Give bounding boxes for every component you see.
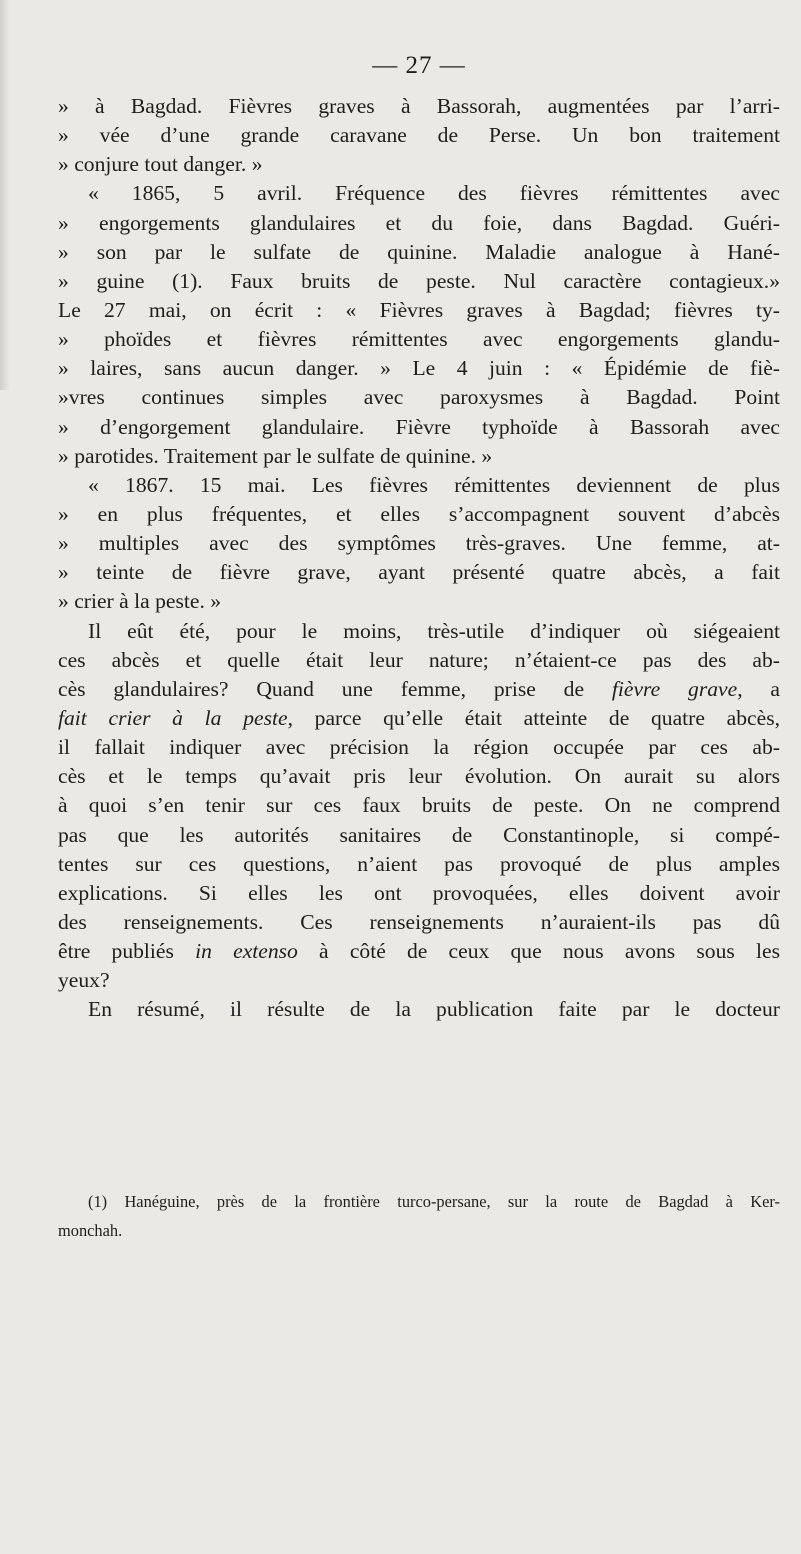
text-line: des renseignements. Ces renseignements n’auraient-ils pas dû xyxy=(58,909,780,934)
text-line: Il eût été, pour le moins, très-utile d’indiquer où siégeaient xyxy=(88,618,780,643)
text-line: » vée d’une grande caravane de Perse. Un bon traitement xyxy=(58,123,780,148)
text-line: » d’engorgement glandulaire. Fièvre typhoïde à Bassorah avec xyxy=(58,414,780,439)
text-line: » conjure tout danger. » xyxy=(58,152,263,177)
text-run: , parce qu’elle était atteinte de quatre abcès, xyxy=(287,705,781,730)
text-line: » multiples avec des symptômes très-graves. Une femme, at- xyxy=(58,531,780,556)
text-line: En résumé, il résulte de la publication faite par le docteur xyxy=(88,997,780,1022)
text-line xyxy=(58,675,780,704)
text-line: cès et le temps qu’avait pris leur évolution. On aurait su alors xyxy=(58,764,780,789)
footnote-line: monchah. xyxy=(58,1221,123,1241)
text-line: « 1867. 15 mai. Les fièvres rémittentes deviennent de plus xyxy=(88,472,780,497)
text-line: pas que les autorités sanitaires de Constantinople, si compé- xyxy=(58,822,780,847)
italic-run: fièvre grave xyxy=(611,676,738,701)
footnote-line: (1) Hanéguine, près de la frontière turco-persane, sur la route de Bagdad à Ker- xyxy=(88,1192,780,1211)
footnote xyxy=(58,1189,780,1247)
text-line: » en plus fréquentes, et elles s’accompagnent souvent d’abcès xyxy=(58,501,780,526)
text-line: il fallait indiquer avec précision la région occupée par ces ab- xyxy=(58,735,780,760)
page-edge-shadow xyxy=(0,0,10,390)
text-line: » phoïdes et fièvres rémittentes avec engorgements glandu- xyxy=(58,327,780,352)
body-text xyxy=(58,92,780,1025)
italic-run: in extenso xyxy=(195,939,298,964)
text-line: » laires, sans aucun danger. » Le 4 juin : « Épidémie de fiè- xyxy=(58,356,780,381)
text-run: être publiés xyxy=(58,939,174,964)
text-line: explications. Si elles les ont provoquées, elles doivent avoir xyxy=(58,880,780,905)
text-line: »vres continues simples avec paroxysmes à Bagdad. Point xyxy=(58,385,780,410)
text-line: « 1865, 5 avril. Fréquence des fièvres rémittentes avec xyxy=(88,181,780,206)
text-line: tentes sur ces questions, n’aient pas provoqué de plus amples xyxy=(58,851,780,876)
text-line: » parotides. Traitement par le sulfate de quinine. » xyxy=(58,443,493,468)
text-line: » crier à la peste. » xyxy=(58,589,222,614)
text-line: » à Bagdad. Fièvres graves à Bassorah, augmentées par l’arri- xyxy=(58,94,780,118)
page-number: — 27 — xyxy=(372,52,466,79)
text-run: , a xyxy=(737,676,780,701)
text-line: ces abcès et quelle était leur nature; n’étaient-ce pas des ab- xyxy=(58,647,780,672)
text-line: » son par le sulfate de quinine. Maladie analogue à Hané- xyxy=(58,239,780,264)
text-line: » teinte de fièvre grave, ayant présenté quatre abcès, a fait xyxy=(58,560,780,585)
text-run: cès glandulaires? Quand une femme, prise de xyxy=(58,676,585,701)
text-line: » guine (1). Faux bruits de peste. Nul caractère contagieux.» xyxy=(58,268,780,293)
text-line xyxy=(58,937,780,966)
text-run: à côté de ceux que nous avons sous les xyxy=(319,939,780,964)
text-line: » engorgements glandulaires et du foie, dans Bagdad. Guéri- xyxy=(58,210,780,235)
text-line xyxy=(58,704,780,733)
text-line: yeux? xyxy=(58,968,110,993)
italic-run: fait crier à la peste xyxy=(58,705,288,730)
text-line: à quoi s’en tenir sur ces faux bruits de peste. On ne comprend xyxy=(58,793,780,818)
text-line: Le 27 mai, on écrit : « Fièvres graves à Bagdad; fièvres ty- xyxy=(58,297,780,322)
